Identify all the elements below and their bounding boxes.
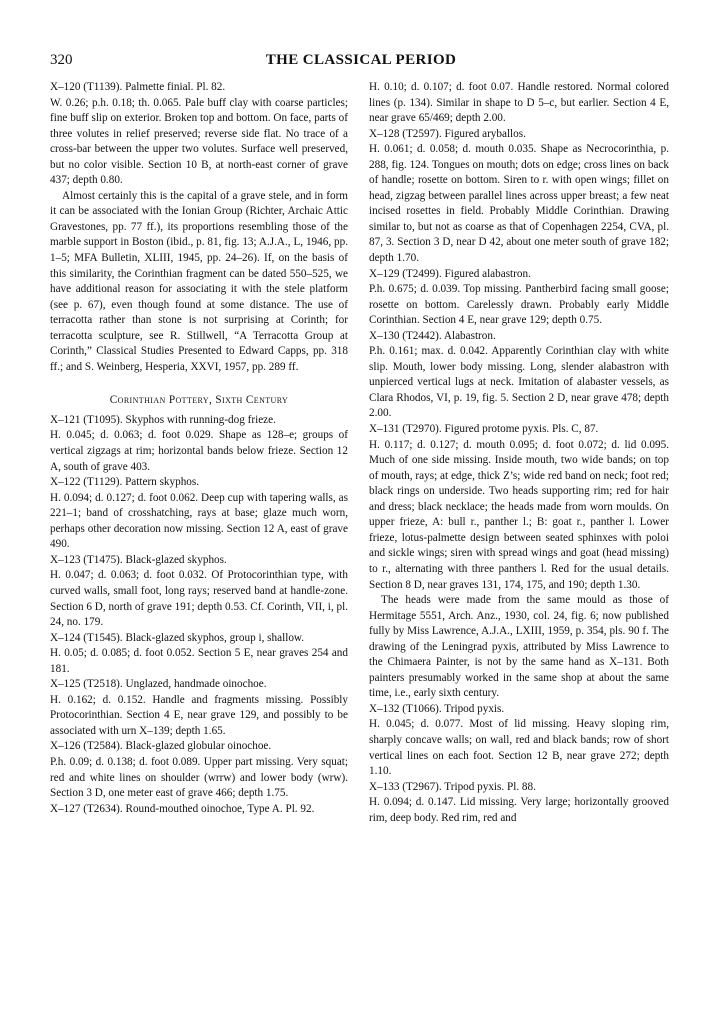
entry-heading: X–132 (T1066). Tripod pyxis. [369,702,505,715]
catalog-entry [369,780,669,827]
entry-body: W. 0.26; p.h. 0.18; th. 0.065. Pale buff clay with coarse particles; fine buff slip on exterior. Broken top and bottom. On face, parts of three volutes in relief preserved; reverse side flat. No trace of a cross-bar between the upper two volutes. Surface well preserved, but no color visible. Section 10 B, at north-east corner of grave 437; depth 0.80. [50,96,348,187]
entry-body: H. 0.05; d. 0.085; d. foot 0.052. Section 5 E, near graves 254 and 181. [50,647,348,675]
entry-body: H. 0.094; d. 0.127; d. foot 0.062. Deep cup with tapering walls, as 221–1; band of crosshatching, rays at base; glaze much worn, perhaps other decoration now missing. Section 12 A, east of grave 490. [50,491,348,551]
catalog-entry [50,413,348,475]
catalog-entry [50,802,348,818]
commentary-paragraph [369,593,669,702]
entry-heading: X–128 (T2597). Figured aryballos. [369,127,526,140]
entry-body: H. 0.061; d. 0.058; d. mouth 0.035. Shape as Necrocorinthia, p. 288, fig. 124. Tongues on mouth; dots on edge; cross lines on back of handle; rosette on bottom. Siren to r. with open wings; fillet on head, zigzag between parallel lines across upper breast; a few neat incised rosettes in field. Probably Middle Corinthian. Drawing similar to, but not as coarse as that of Copenhagen 2254, CVA, pl. 87, 3. Section 3 D, near D 42, about one meter south of grave 182; depth 1.70. [369,143,669,265]
entry-heading: X–131 (T2970). Figured protome pyxis. Pls. C, 87. [369,423,599,436]
entry-body: H. 0.045; d. 0.063; d. foot 0.029. Shape as 128–e; groups of vertical zigzags at rim; horizontal bands below frieze. Section 12 A, south of grave 403. [50,429,348,473]
catalog-entry [369,329,669,422]
entry-body: The heads were made from the same mould as those of Hermitage 5551, Arch. Anz., 1930, col. 24, fig. 6; now published fully by Miss Lawrence, A.J.A., LXIII, 1959, p. 354, pls. 90 f. The drawing of the Leningrad pyxis, attributed by Miss Lawrence to the Chimaera Painter, is not by the same hand as X–131. Both painters presumably worked in the same shop at about the same time, i.e., early sixth century. [369,594,669,700]
commentary-paragraph [50,189,348,376]
entry-body: H. 0.117; d. 0.127; d. mouth 0.095; d. foot 0.072; d. lid 0.095. Much of one side missing. Inside mouth, two wide bands; on top of mouth, rays; at edge, thick Z’s; wide red band on neck; foot red; black rings on underside. Two heads supporting rim; red for hair and dress; black necklace; the heads made from worn moulds. On upper frieze, A: bull r., panther l.; B: goat r., panther l. Lower frieze, lotus-palmette design between seated sphinxes with poloi and sickle wings; siren with spread wings and goat (head missing) to r., alternating with three panthers l. Red for the usual details. Section 8 D, near graves 131, 174, 175, and 190; depth 1.30. [369,438,669,591]
running-title: THE CLASSICAL PERIOD [265,52,457,68]
entry-heading: X–123 (T1475). Black-glazed skyphos. [50,553,227,566]
catalog-entry [50,677,348,739]
catalog-entry [369,702,669,780]
entry-body: P.h. 0.09; d. 0.138; d. foot 0.089. Upper part missing. Very squat; red and white lines on shoulder (wrrw) and lower body (wrw). Section 3 D, one meter east of grave 466; depth 1.75. [50,755,348,800]
right-column [369,80,669,826]
entry-heading: X–125 (T2518). Unglazed, handmade oinochoe. [50,678,267,691]
entry-body: H. 0.094; d. 0.147. Lid missing. Very large; horizontally grooved rim, deep body. Red rim, red and [369,796,669,824]
entry-heading: X–124 (T1545). Black-glazed skyphos, group i, shallow. [50,631,305,644]
entry-heading: X–127 (T2634). Round-mouthed oinochoe, Type A. Pl. 92. [50,802,315,815]
page-header [50,52,672,70]
entry-body: H. 0.045; d. 0.077. Most of lid missing. Heavy sloping rim, sharply concave walls; on wall, red and black bands; row of short vertical lines on each foot. Section 12 B, near grave 272; depth 1.10. [369,718,669,778]
entry-heading: X–120 (T1139). Palmette finial. Pl. 82. [50,81,226,93]
catalog-entry [369,422,669,593]
entry-heading: X–121 (T1095). Skyphos with running-dog frieze. [50,413,276,426]
entry-body: H. 0.047; d. 0.063; d. foot 0.032. Of Protocorinthian type, with curved walls, small foot, long rays; reserved band at handle-zone. Section 6 D, north of grave 191; depth 0.53. Cf. Corinth, VII, i, pl. 24, no. 179. [50,569,348,629]
catalog-entry [50,739,348,801]
left-column [50,80,348,817]
entry-heading: X–130 (T2442). Alabastron. [369,329,496,342]
catalog-entry [50,80,348,189]
section-heading: Corinthian Pottery, Sixth Century [109,394,289,407]
catalog-entry [50,553,348,631]
entry-heading: X–133 (T2967). Tripod pyxis. Pl. 88. [369,780,536,793]
catalog-entry [369,267,669,329]
entry-body: H. 0.162; d. 0.152. Handle and fragments missing. Possibly Protocorinthian. Section 4 E, near grave 129, and possibly to be associated with urn X–139; depth 1.65. [50,693,348,737]
entry-heading: X–126 (T2584). Black-glazed globular oinochoe. [50,740,272,753]
page-number: 320 [50,52,73,68]
entry-heading: X–122 (T1129). Pattern skyphos. [50,476,200,489]
catalog-entry [369,127,669,267]
catalog-entry [50,475,348,553]
entry-body: H. 0.10; d. 0.107; d. foot 0.07. Handle restored. Normal colored lines (p. 134). Similar in shape to D 5–c, but earlier. Section 4 E, near grave 65/469; depth 2.00. [369,81,669,125]
entry-heading: X–129 (T2499). Figured alabastron. [369,267,531,280]
entry-body: Almost certainly this is the capital of a grave stele, and in form it can be associated with the Ionian Group (Richter, Archaic Attic Gravestones, pp. 77 ff.), its proportions resembling those of the marble support in Boston (ibid., p. 81, fig. 13; A.J.A., L, 1946, pp. 1–5; MFA Bulletin, XLIII, 1945, pp. 24–26). If, on the basis of this similarity, the Corinthian fragment can be dated 550–525, we have additional reason for associating it with the stele platform (see p. 67), even though found at some distance. The use of terracotta rather than stone is not surprising at Corinth; for terracotta sculpture, see R. Stillwell, “A Terracotta Group at Corinth,” Classical Studies Presented to Edward Capps, pp. 318 ff.; and S. Weinberg, Hesperia, XXVI, 1957, pp. 289 ff. [50,189,348,373]
entry-body: P.h. 0.675; d. 0.039. Top missing. Pantherbird facing small goose; rosette on bottom. Carelessly drawn. Probably early Middle Corinthian. Section 4 E, near grave 129; depth 0.75. [369,283,669,327]
catalog-entry [50,631,348,678]
entry-continuation [369,80,669,127]
entry-body: P.h. 0.161; max. d. 0.042. Apparently Corinthian clay with white slip. Mouth, lower body missing. Long, slender alabastron with unpierced vertical lugs at neck. Imitation of alabaster vessels, as Clara Rhodos, VI, p. 19, fig. 5. Section 2 D, near grave 478; depth 2.00. [369,345,669,420]
